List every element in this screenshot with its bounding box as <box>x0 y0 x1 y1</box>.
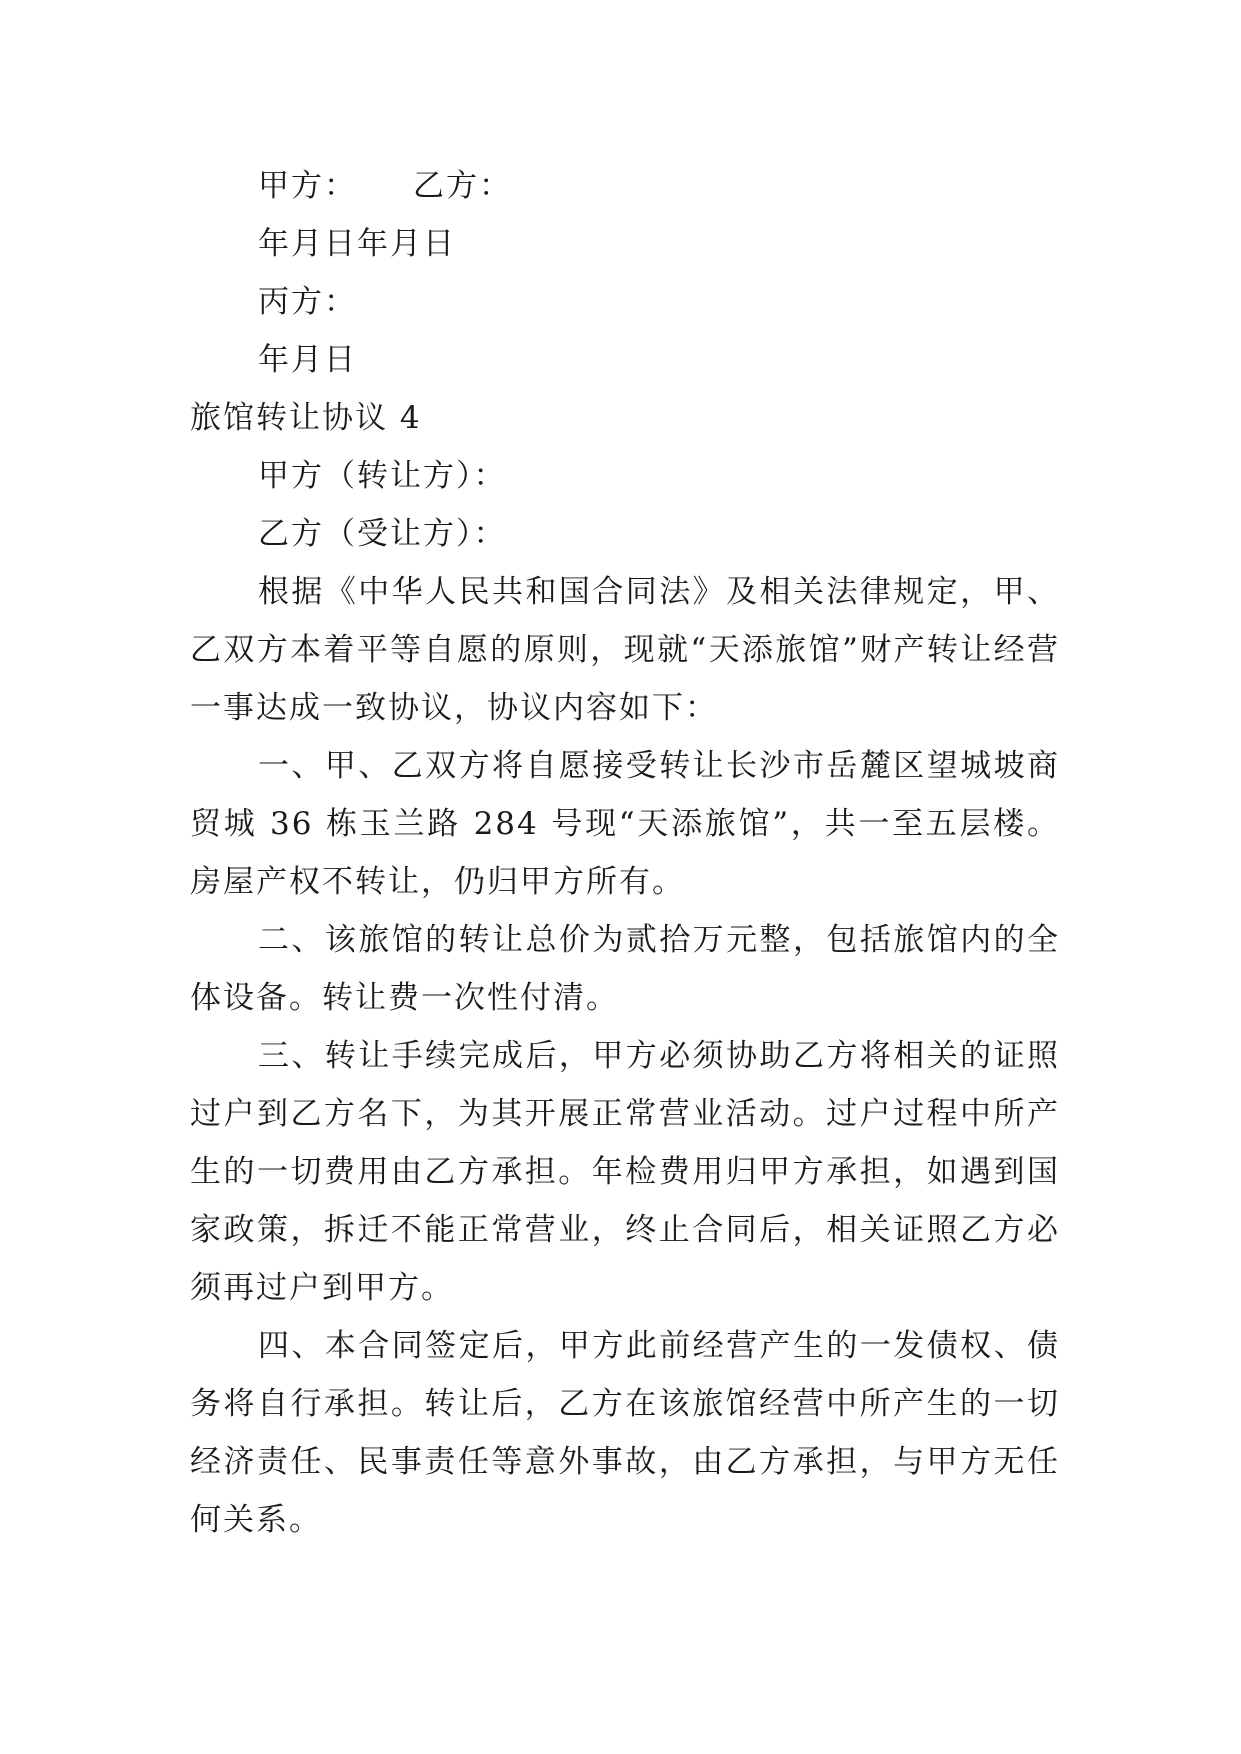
agreement-title: 旅馆转让协议 4 <box>190 400 422 436</box>
paragraph-clause-1: 一、甲、乙双方将自愿接受转让长沙市岳麓区望城坡商贸城 36 栋玉兰路 284 号现“天添旅馆”，共一至五层楼。房屋产权不转让，仍归甲方所有。 <box>190 748 1060 900</box>
party-b-signature-label: 乙方： <box>413 168 512 204</box>
signature-date-line: 年月日年月日 <box>258 226 456 262</box>
party-c-signature-label: 丙方： <box>258 284 357 320</box>
paragraph-clause-3: 三、转让手续完成后，甲方必须协助乙方将相关的证照过户到乙方名下，为其开展正常营业活动。过户过程中所产生的一切费用由乙方承担。年检费用归甲方承担，如遇到国家政策，拆迁不能正常营业，终止合同后，相关证照乙方必须再过户到甲方。 <box>190 1038 1060 1306</box>
signature-line-parties <box>190 157 1060 215</box>
paragraph-clause-4: 四、本合同签定后，甲方此前经营产生的一发债权、债务将自行承担。转让后，乙方在该旅馆经营中所产生的一切经济责任、民事责任等意外事故，由乙方承担，与甲方无任何关系。 <box>190 1328 1060 1538</box>
paragraph-clause-2: 二、该旅馆的转让总价为贰拾万元整，包括旅馆内的全体设备。转让费一次性付清。 <box>190 922 1060 1016</box>
document-body <box>190 157 1060 1549</box>
party-a-signature-label: 甲方： <box>258 168 357 204</box>
party-b-transferee: 乙方（受让方）： <box>258 516 507 552</box>
party-c-date-line: 年月日 <box>258 342 357 378</box>
party-a-transferor: 甲方（转让方）： <box>258 458 507 494</box>
paragraph-preamble: 根据《中华人民共和国合同法》及相关法律规定，甲、乙双方本着平等自愿的原则，现就“天添旅馆”财产转让经营一事达成一致协议，协议内容如下： <box>190 574 1060 726</box>
